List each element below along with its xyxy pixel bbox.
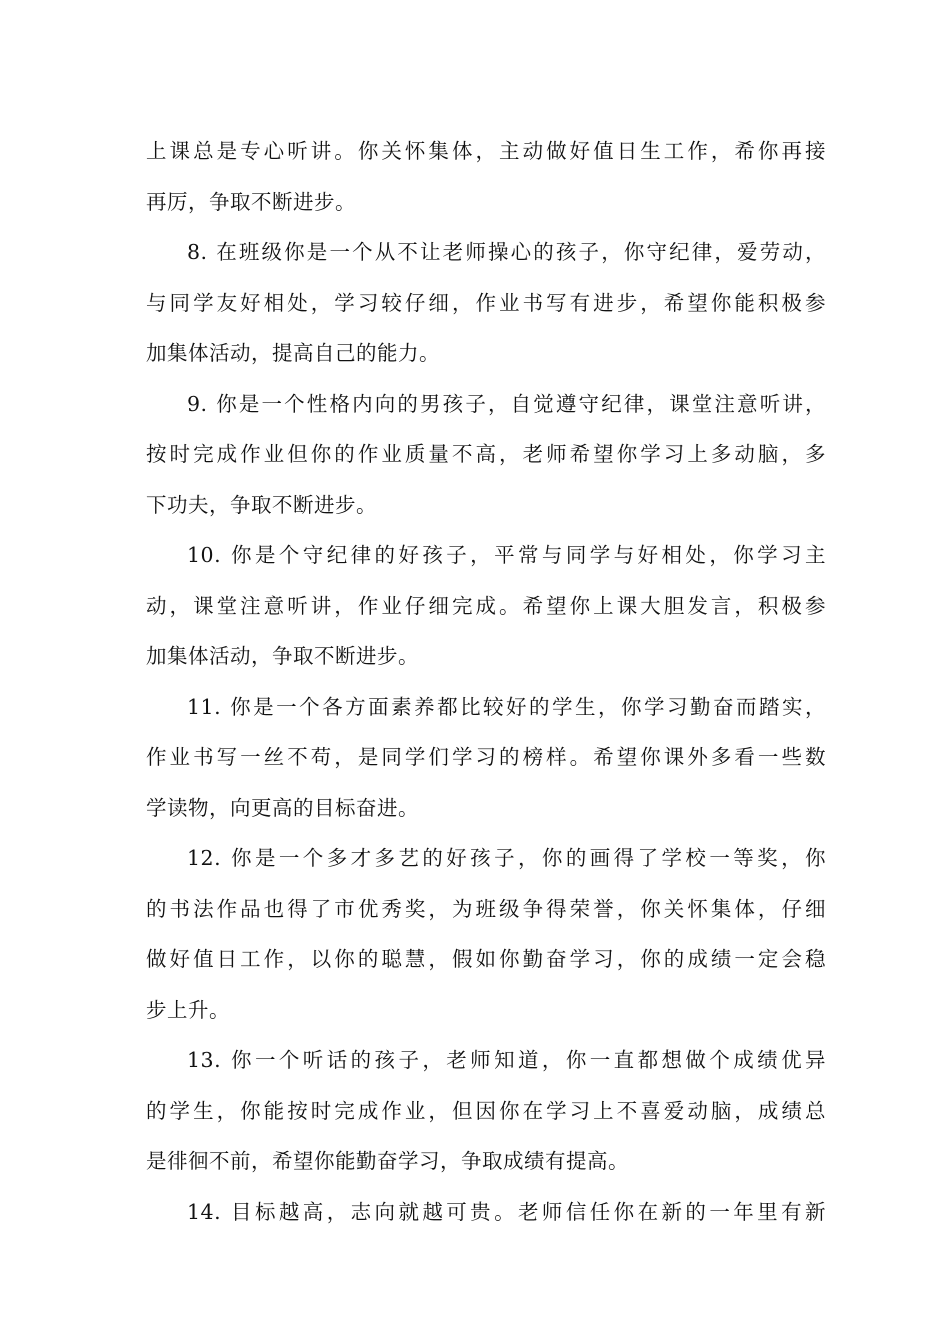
text-line: 作业书写一丝不苟，是同学们学习的榜样。希望你课外多看一些数 <box>146 745 826 769</box>
text-line: 13. 你一个听话的孩子，老师知道，你一直都想做个成绩优异 <box>187 1048 826 1072</box>
paragraph-item-14 <box>146 1187 826 1238</box>
text-line: 加集体活动，提高自己的能力。 <box>146 341 440 365</box>
paragraph-continuation <box>146 126 826 227</box>
text-line: 与同学友好相处，学习较仔细，作业书写有进步，希望你能积极参 <box>146 290 826 315</box>
paragraph-item-9 <box>146 379 826 531</box>
text-line: 9. 你是一个性格内向的男孩子，自觉遵守纪律，课堂注意听讲， <box>187 391 826 416</box>
text-line: 做好值日工作，以你的聪慧，假如你勤奋学习，你的成绩一定会稳 <box>146 947 826 971</box>
text-line: 学读物，向更高的目标奋进。 <box>146 795 419 820</box>
text-line: 8. 在班级你是一个从不让老师操心的孩子，你守纪律，爱劳动， <box>187 240 826 264</box>
text-line: 10. 你是个守纪律的好孩子，平常与同学与好相处，你学习主 <box>187 543 826 567</box>
text-line: 12. 你是一个多才多艺的好孩子，你的画得了学校一等奖，你 <box>187 846 826 870</box>
text-line: 再厉，争取不断进步。 <box>146 189 356 214</box>
text-line: 14. 目标越高，志向就越可贵。老师信任你在新的一年里有新 <box>187 1199 826 1224</box>
text-line: 加集体活动，争取不断进步。 <box>146 644 419 668</box>
text-line: 上课总是专心听讲。你关怀集体，主动做好值日生工作，希你再接 <box>146 139 826 163</box>
text-line: 动，课堂注意听讲，作业仔细完成。希望你上课大胆发言，积极参 <box>146 593 826 618</box>
paragraph-item-10 <box>146 530 826 682</box>
text-line: 11. 你是一个各方面素养都比较好的学生，你学习勤奋而踏实， <box>187 694 826 719</box>
text-line: 步上升。 <box>146 997 230 1022</box>
text-line: 是徘徊不前，希望你能勤奋学习，争取成绩有提高。 <box>146 1149 629 1173</box>
text-line: 的学生，你能按时完成作业，但因你在学习上不喜爱动脑，成绩总 <box>146 1098 826 1123</box>
text-line: 的书法作品也得了市优秀奖，为班级争得荣誉，你关怀集体，仔细 <box>146 896 826 921</box>
paragraph-item-8 <box>146 227 826 379</box>
text-line: 按时完成作业但你的作业质量不高，老师希望你学习上多动脑，多 <box>146 442 826 466</box>
paragraph-item-13 <box>146 1035 826 1187</box>
paragraph-item-11 <box>146 682 826 834</box>
document-body <box>146 126 826 1237</box>
paragraph-item-12 <box>146 833 826 1035</box>
text-line: 下功夫，争取不断进步。 <box>146 492 377 517</box>
